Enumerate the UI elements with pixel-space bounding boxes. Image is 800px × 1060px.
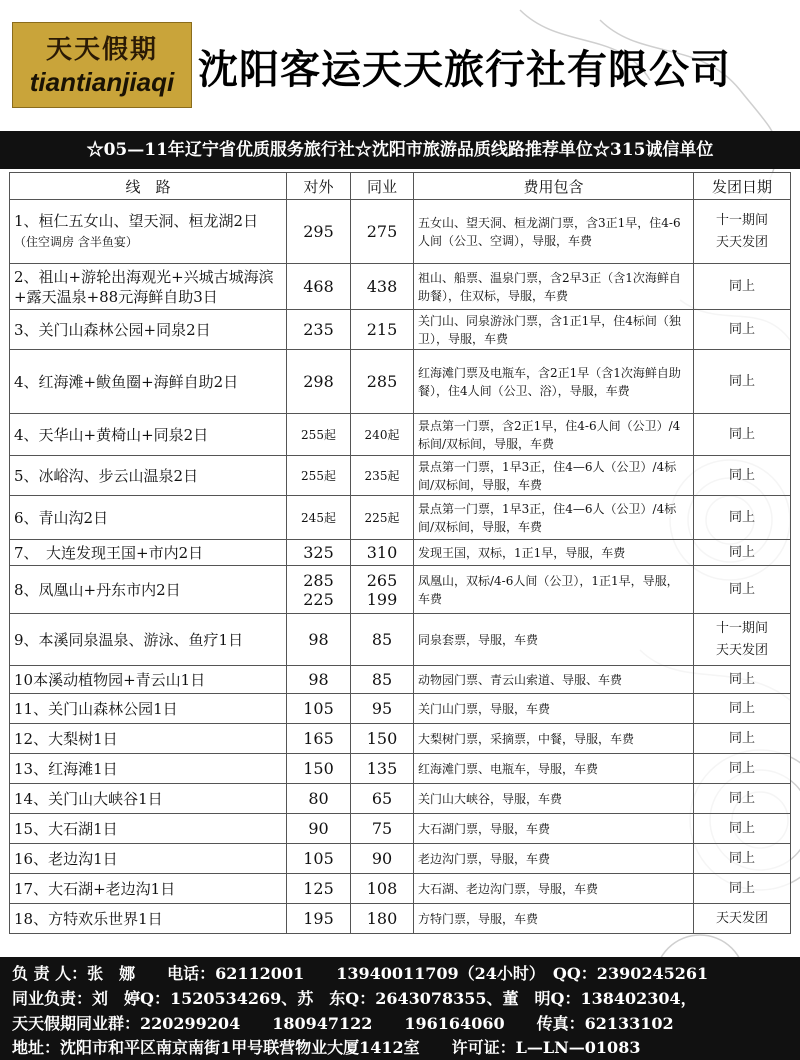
trade-price-cell (351, 694, 414, 724)
trade-price-text: 310 (366, 543, 398, 562)
public-price-cell (287, 844, 351, 874)
table-row (10, 496, 791, 540)
trade-price-cell (351, 264, 414, 310)
trade-price-cell (351, 350, 414, 414)
departure-date-cell (694, 496, 791, 540)
public-price-text: 105 (303, 699, 334, 718)
route-cell (10, 614, 287, 666)
fee-includes-text: 方特门票，导服，车费 (418, 911, 539, 926)
public-price-cell (287, 814, 351, 844)
trade-price-cell (351, 310, 414, 350)
fee-includes-cell (414, 694, 694, 724)
fee-includes-text: 五女山、望天洞、桓龙湖门票，含3正1早，住4-6人间（公卫、空调），导服，车费 (418, 215, 681, 248)
footer-groups-fax-line: 天天假期同业群：220299204 180947122 196164060 传真：62133102 (12, 1014, 674, 1033)
departure-date-text: 同上 (728, 321, 755, 337)
departure-date-text: 同上 (728, 426, 755, 442)
trade-price-cell (351, 200, 414, 264)
fee-includes-cell (414, 614, 694, 666)
fee-includes-text: 凤凰山，双标/4-6人间（公卫），1正1早，导服，车费 (418, 573, 679, 606)
route-cell (10, 264, 287, 310)
public-price-text: 105 (303, 849, 334, 868)
trade-price-text: 85 (371, 630, 393, 649)
departure-date-cell (694, 614, 791, 666)
trade-price-cell (351, 874, 414, 904)
table-header-row (10, 173, 791, 200)
table-row (10, 874, 791, 904)
fee-includes-text: 红海滩门票、电瓶车，导服，车费 (418, 761, 599, 776)
trade-price-text: 438 (366, 277, 398, 296)
footer-address-license-line: 地址：沈阳市和平区南京南街1甲号联营物业大厦1412室 许可证：L—LN—01083 (12, 1038, 641, 1057)
header-fee-includes: 费用包含 (414, 173, 694, 200)
fee-includes-cell (414, 784, 694, 814)
company-name: 沈阳客运天天旅行社有限公司 (198, 47, 731, 93)
table-row (10, 724, 791, 754)
trade-price-text: 108 (366, 879, 398, 898)
header-route: 线 路 (10, 173, 287, 200)
fee-includes-text: 大石湖门票，导服，车费 (418, 821, 551, 836)
route-cell (10, 754, 287, 784)
departure-date-cell (694, 874, 791, 904)
public-price-text: 235 (303, 320, 334, 339)
route-cell (10, 784, 287, 814)
header-trade-price: 同业 (351, 173, 414, 200)
trade-price-text: 150 (366, 729, 398, 748)
trade-price-text: 85 (371, 670, 393, 689)
route-cell (10, 456, 287, 496)
fee-includes-cell (414, 456, 694, 496)
table-row (10, 264, 791, 310)
fee-includes-text: 大石湖、老边沟门票，导服，车费 (418, 881, 599, 896)
logo-pinyin-text: tiantianjiaqi (29, 67, 175, 97)
trade-price-cell (351, 724, 414, 754)
trade-price-text: 240起 (364, 428, 400, 442)
header-departure-date: 发团日期 (694, 173, 791, 200)
fee-includes-cell (414, 264, 694, 310)
table-row (10, 904, 791, 934)
departure-date-text: 同上 (728, 700, 755, 716)
route-text: 3、关门山森林公园+同泉2日 (14, 320, 211, 339)
trade-price-text: 285 (366, 372, 398, 391)
fee-includes-cell (414, 814, 694, 844)
contact-footer (0, 957, 800, 1060)
departure-date-cell (694, 414, 791, 456)
table-row (10, 456, 791, 496)
route-cell (10, 844, 287, 874)
fee-includes-cell (414, 874, 694, 904)
route-cell (10, 350, 287, 414)
fee-includes-text: 老边沟门票，导服，车费 (418, 851, 551, 866)
trade-price-text: 75 (371, 819, 393, 838)
trade-price-text: 265 199 (366, 570, 398, 609)
departure-date-text: 同上 (728, 373, 755, 389)
route-note-text: （住空调房 含半鱼宴） (14, 235, 138, 249)
public-price-cell (287, 200, 351, 264)
departure-date-text: 同上 (728, 790, 755, 806)
route-text: 17、大石湖+老边沟1日 (14, 879, 176, 898)
trade-price-text: 225起 (364, 511, 400, 525)
route-cell (10, 566, 287, 614)
route-text: 5、冰峪沟、步云山温泉2日 (14, 466, 199, 485)
fee-includes-text: 关门山、同泉游泳门票，含1正1早，住4标间（独卫），导服，车费 (418, 313, 681, 346)
route-text: 11、关门山森林公园1日 (14, 699, 178, 718)
fee-includes-text: 发现王国，双标，1正1早，导服，车费 (418, 545, 626, 560)
table-row (10, 784, 791, 814)
logo-chinese-text: 天天假期 (45, 35, 158, 65)
public-price-cell (287, 496, 351, 540)
table-row (10, 614, 791, 666)
public-price-text: 125 (303, 879, 334, 898)
departure-date-cell (694, 724, 791, 754)
route-text: 15、大石湖1日 (14, 819, 118, 838)
route-text: 1、桓仁五女山、望天洞、桓龙湖2日 (14, 212, 259, 230)
public-price-cell (287, 456, 351, 496)
departure-date-cell (694, 540, 791, 566)
route-cell (10, 814, 287, 844)
trade-price-cell (351, 414, 414, 456)
footer-manager-line: 负 责 人：张 娜 电话：62112001 13940011709（24小时） QQ：2390245261 (12, 964, 709, 983)
departure-date-text: 同上 (728, 581, 755, 597)
route-text: 7、 大连发现王国+市内2日 (14, 543, 204, 562)
public-price-cell (287, 874, 351, 904)
table-row (10, 540, 791, 566)
departure-date-text: 同上 (728, 820, 755, 836)
public-price-cell (287, 350, 351, 414)
table-row (10, 310, 791, 350)
route-cell (10, 874, 287, 904)
trade-price-cell (351, 754, 414, 784)
fee-includes-cell (414, 200, 694, 264)
trade-price-cell (351, 566, 414, 614)
fee-includes-cell (414, 666, 694, 694)
public-price-text: 165 (303, 729, 334, 748)
departure-date-cell (694, 350, 791, 414)
fee-includes-cell (414, 414, 694, 456)
fee-includes-text: 红海滩门票及电瓶车，含2正1早（含1次海鲜自助餐），住4人间（公卫、浴），导服，车费 (418, 365, 681, 398)
departure-date-cell (694, 310, 791, 350)
fee-includes-cell (414, 496, 694, 540)
departure-date-cell (694, 566, 791, 614)
trade-price-text: 95 (371, 699, 393, 718)
trade-price-text: 90 (371, 849, 393, 868)
trade-price-cell (351, 784, 414, 814)
table-row (10, 754, 791, 784)
public-price-text: 325 (303, 543, 334, 562)
public-price-cell (287, 754, 351, 784)
trade-price-text: 235起 (364, 469, 400, 483)
departure-date-text: 同上 (728, 509, 755, 525)
fee-includes-text: 关门山大峡谷，导服，车费 (418, 791, 563, 806)
route-cell (10, 414, 287, 456)
public-price-text: 150 (303, 759, 334, 778)
fee-includes-text: 景点第一门票，1早3正，住4—6人（公卫）/4标间/双标间，导服，车费 (418, 501, 677, 534)
public-price-cell (287, 566, 351, 614)
public-price-text: 255起 (301, 428, 336, 442)
fee-includes-text: 景点第一门票，含2正1早，住4-6人间（公卫）/4标间/双标间，导服，车费 (418, 418, 681, 451)
trade-price-text: 275 (366, 222, 398, 241)
fee-includes-text: 同泉套票，导服，车费 (418, 632, 539, 647)
fee-includes-text: 关门山门票，导服，车费 (418, 701, 551, 716)
brand-logo (12, 22, 192, 108)
route-text: 18、方特欢乐世界1日 (14, 909, 163, 928)
public-price-cell (287, 310, 351, 350)
public-price-cell (287, 666, 351, 694)
table-row (10, 350, 791, 414)
public-price-text: 245起 (301, 511, 336, 525)
header-public-price: 对外 (287, 173, 351, 200)
route-cell (10, 666, 287, 694)
trade-price-text: 135 (366, 759, 398, 778)
fee-includes-cell (414, 310, 694, 350)
trade-price-cell (351, 844, 414, 874)
table-row (10, 844, 791, 874)
route-text: 4、天华山+黄椅山+同泉2日 (14, 425, 209, 444)
trade-price-text: 180 (366, 909, 398, 928)
fee-includes-cell (414, 350, 694, 414)
public-price-text: 98 (308, 670, 329, 689)
public-price-cell (287, 904, 351, 934)
departure-date-text: 同上 (728, 850, 755, 866)
trade-price-cell (351, 456, 414, 496)
public-price-text: 80 (308, 789, 329, 808)
departure-date-text: 同上 (728, 544, 755, 560)
footer-trade-contacts-line: 同业负责：刘 婷Q：1520534269、苏 东Q：2643078355、董 明Q：138402304， (12, 989, 697, 1008)
route-text: 16、老边沟1日 (14, 849, 118, 868)
departure-date-cell (694, 814, 791, 844)
route-cell (10, 200, 287, 264)
table-row (10, 566, 791, 614)
fee-includes-cell (414, 754, 694, 784)
route-text: 2、祖山+游轮出海观光+兴城古城海滨+露天温泉+88元海鲜自助3日 (14, 267, 274, 306)
tour-price-table (9, 172, 791, 934)
departure-date-cell (694, 784, 791, 814)
departure-date-text: 同上 (728, 760, 755, 776)
public-price-cell (287, 414, 351, 456)
departure-date-cell (694, 200, 791, 264)
route-cell (10, 904, 287, 934)
route-cell (10, 540, 287, 566)
fee-includes-text: 大梨树门票，采摘票，中餐，导服，车费 (418, 731, 635, 746)
departure-date-cell (694, 904, 791, 934)
trade-price-cell (351, 666, 414, 694)
departure-date-text: 十一期间 天天发团 (715, 212, 768, 250)
public-price-cell (287, 264, 351, 310)
departure-date-text: 十一期间 天天发团 (715, 620, 768, 658)
route-text: 12、大梨树1日 (14, 729, 118, 748)
departure-date-text: 同上 (728, 467, 755, 483)
public-price-cell (287, 724, 351, 754)
table-row (10, 414, 791, 456)
fee-includes-cell (414, 566, 694, 614)
public-price-cell (287, 784, 351, 814)
route-cell (10, 496, 287, 540)
trade-price-cell (351, 904, 414, 934)
departure-date-cell (694, 754, 791, 784)
table-row (10, 694, 791, 724)
honors-banner: ☆05—11年辽宁省优质服务旅行社☆沈阳市旅游品质线路推荐单位☆315诚信单位 (0, 131, 800, 169)
public-price-text: 98 (308, 630, 329, 649)
trade-price-text: 215 (366, 320, 398, 339)
public-price-text: 90 (308, 819, 329, 838)
departure-date-cell (694, 264, 791, 310)
table-row (10, 200, 791, 264)
fee-includes-cell (414, 844, 694, 874)
route-text: 4、红海滩+鲅鱼圈+海鲜自助2日 (14, 372, 239, 391)
table-row (10, 814, 791, 844)
public-price-text: 468 (303, 277, 334, 296)
public-price-text: 295 (303, 222, 334, 241)
departure-date-text: 同上 (728, 671, 755, 687)
fee-includes-cell (414, 904, 694, 934)
route-text: 10本溪动植物园+青云山1日 (14, 670, 206, 689)
fee-includes-text: 动物园门票、青云山索道、导服、车费 (418, 672, 623, 687)
public-price-cell (287, 614, 351, 666)
route-text: 6、青山沟2日 (14, 508, 109, 527)
route-text: 14、关门山大峡谷1日 (14, 789, 163, 808)
departure-date-cell (694, 694, 791, 724)
departure-date-cell (694, 456, 791, 496)
route-cell (10, 310, 287, 350)
public-price-text: 285 225 (303, 570, 334, 609)
fee-includes-cell (414, 540, 694, 566)
public-price-text: 195 (303, 909, 334, 928)
departure-date-text: 同上 (728, 730, 755, 746)
departure-date-text: 同上 (728, 278, 755, 294)
departure-date-text: 同上 (728, 880, 755, 896)
route-cell (10, 724, 287, 754)
departure-date-text: 天天发团 (715, 910, 768, 926)
departure-date-cell (694, 844, 791, 874)
departure-date-cell (694, 666, 791, 694)
trade-price-cell (351, 614, 414, 666)
fee-includes-cell (414, 724, 694, 754)
table-row (10, 666, 791, 694)
route-text: 13、红海滩1日 (14, 759, 118, 778)
public-price-cell (287, 694, 351, 724)
header (0, 0, 800, 128)
trade-price-cell (351, 496, 414, 540)
fee-includes-text: 景点第一门票，1早3正，住4—6人（公卫）/4标间/双标间，导服，车费 (418, 459, 677, 492)
public-price-text: 298 (303, 372, 334, 391)
trade-price-cell (351, 814, 414, 844)
public-price-cell (287, 540, 351, 566)
route-text: 8、凤凰山+丹东市内2日 (14, 580, 181, 599)
route-cell (10, 694, 287, 724)
trade-price-cell (351, 540, 414, 566)
trade-price-text: 65 (371, 789, 393, 808)
fee-includes-text: 祖山、船票、温泉门票，含2早3正（含1次海鲜自助餐），住双标，导服，车费 (418, 270, 681, 303)
route-text: 9、本溪同泉温泉、游泳、鱼疗1日 (14, 630, 244, 649)
public-price-text: 255起 (301, 469, 336, 483)
